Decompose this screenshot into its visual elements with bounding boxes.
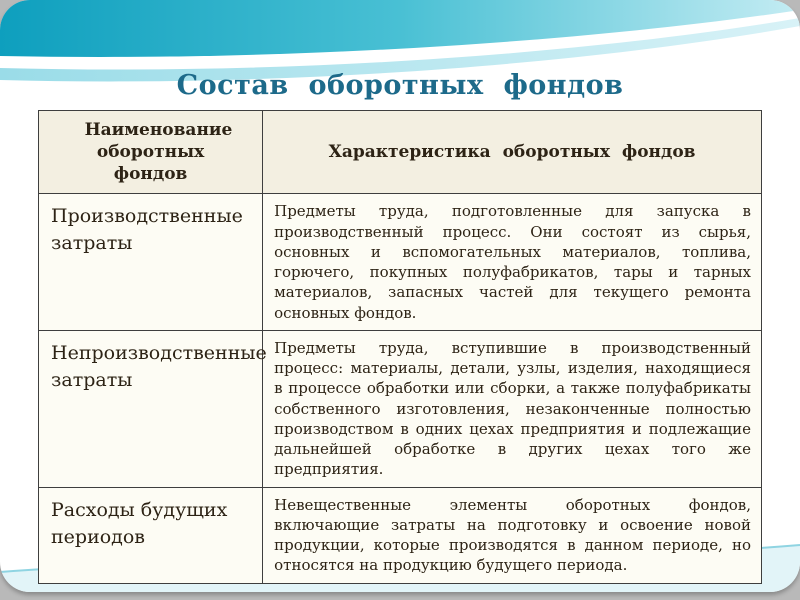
row-name-nonproduction-costs: Непроизводственные затраты <box>39 330 263 487</box>
table-header-row <box>39 111 762 194</box>
row-description-production-costs: Предметы труда, подготовленные для запуска в производственный процесс. Они состоят из сырья, основных и вспомогательных материалов, топлива, горючего, покупных полуфабрикатов, тары и тарных материалов, запасных частей для текущего ремонта основных фондов. <box>263 194 762 331</box>
table-row <box>39 194 762 331</box>
column-header-name <box>39 111 263 194</box>
column-header-name-label: Наименование оборотных фондов <box>84 120 233 185</box>
top-wave-decoration <box>0 0 800 120</box>
table-row <box>39 330 762 487</box>
table-row <box>39 487 762 583</box>
row-name-deferred-expenses: Расходы будущих периодов <box>39 487 263 583</box>
row-name-production-costs: Производственные затраты <box>39 194 263 331</box>
row-description-nonproduction-costs: Предметы труда, вступившие в производственный процесс: материалы, детали, узлы, изделия, находящиеся в процессе обработки или сборки, а также полуфабрикаты собственного изготовления, незаконченные полностью производством в одних цехах предприятия и подлежащие дальнейшей обработке в других цехах того же предприятия. <box>263 330 762 487</box>
working-capital-table <box>38 110 762 584</box>
column-header-characteristic: Характеристика оборотных фондов <box>263 111 762 194</box>
slide-title: Состав оборотных фондов <box>176 70 624 101</box>
row-description-deferred-expenses: Невещественные элементы оборотных фондов, включающие затраты на подготовку и освоение новой продукции, которые производятся в данном периоде, но относятся на продукцию будущего периода. <box>263 487 762 583</box>
